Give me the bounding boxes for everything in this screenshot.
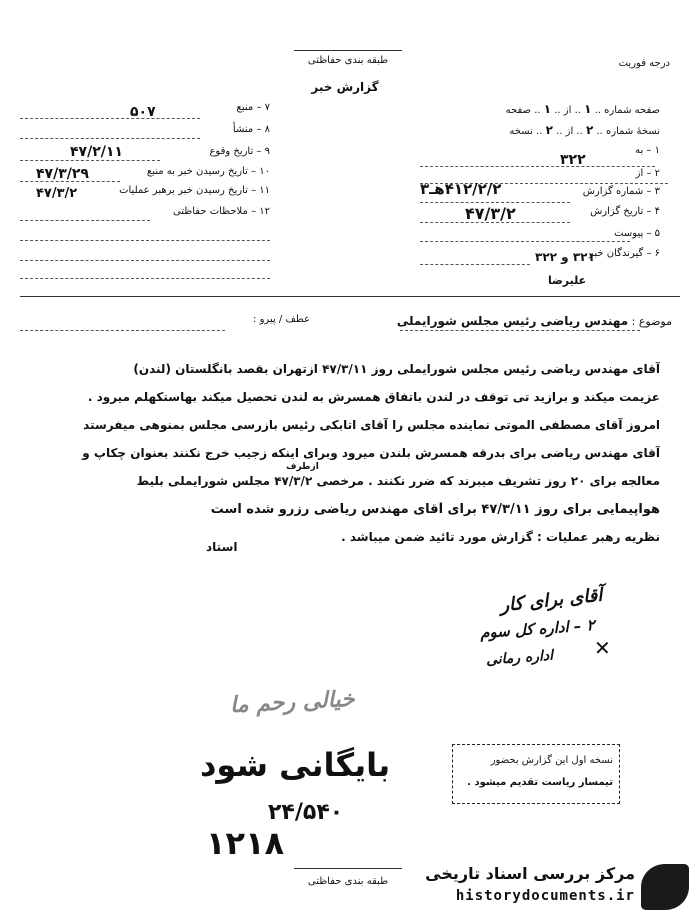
classification-top-line bbox=[294, 50, 402, 51]
report-number-value: ۴۱۲/۲/۲هـ۳ bbox=[420, 180, 502, 198]
header-divider bbox=[20, 296, 680, 297]
blank-line-1 bbox=[20, 240, 270, 241]
recipients-field: ۶ – گیرندگان خبر bbox=[588, 248, 660, 259]
report-date-line bbox=[420, 222, 570, 223]
body-line-7: نظریه رهبر عملیات : گزارش مورد تائید ضمن میباشد . bbox=[341, 530, 660, 544]
to-field: ۱ – به bbox=[635, 145, 660, 156]
handwritten-note-3: اداره رمانی bbox=[485, 647, 554, 669]
event-date-value: ۴۷/۲/۱۱ bbox=[70, 144, 123, 160]
body-margin-note: ازطرف bbox=[286, 462, 319, 472]
attachment-line bbox=[420, 241, 630, 242]
body-line-2: عزیمت میکند و برازید تی توقف در لندن باتفاق همسرش به لندن تحصیل میکند بهاستکهلم میرود . bbox=[87, 390, 660, 404]
classification-bottom: طبقه بندی حفاظتی bbox=[307, 876, 389, 887]
stamp-line-2: تیمسار ریاست تقدیم میشود . bbox=[467, 777, 613, 788]
file-number: ۱۲۱۸ bbox=[206, 824, 285, 862]
archive-note: بایگانی شود bbox=[200, 746, 391, 784]
from-field: ۲ – از bbox=[635, 168, 660, 179]
source-field: ۷ – منبع bbox=[236, 102, 270, 113]
body-end-mark: استاد bbox=[206, 540, 238, 554]
source-value: ۵۰۷ bbox=[130, 104, 156, 120]
classification-bottom-line bbox=[294, 868, 402, 869]
source-line bbox=[20, 118, 200, 119]
report-title: گزارش خبر bbox=[311, 80, 379, 94]
urgency-label: درجه فوریت bbox=[618, 58, 670, 69]
to-value: ۳۲۲ bbox=[560, 152, 586, 168]
classification-top: طبقه بندی حفاظتی bbox=[307, 55, 389, 66]
org-url: historydocuments.ir bbox=[455, 888, 635, 904]
stamp-box bbox=[452, 744, 620, 804]
source-received-date-value: ۴۷/۳/۲۹ bbox=[36, 166, 89, 182]
source-received-date-field: ۱۰ – تاریخ رسیدن خبر به منبع bbox=[146, 166, 270, 177]
event-date-field: ۹ – تاریخ وقوع bbox=[209, 146, 270, 157]
handwritten-note-2: ۲ – اداره کل سوم bbox=[479, 616, 596, 642]
copy-number-field: نسخهٔ شماره .. ۲ .. از .. ۲ .. نسخه bbox=[509, 123, 660, 137]
ops-received-date-field: ۱۱ – تاریخ رسیدن خبر برهبر عملیات bbox=[119, 185, 270, 196]
stamp-line-1: نسخه اول این گزارش بحضور bbox=[490, 755, 613, 766]
recipients-line bbox=[420, 264, 530, 265]
blank-line-2 bbox=[20, 260, 270, 261]
report-number-line bbox=[420, 202, 570, 203]
source-received-date-line bbox=[20, 181, 120, 182]
subject-underline bbox=[400, 330, 640, 331]
logo-icon bbox=[641, 864, 689, 910]
cross-mark-icon: ✕ bbox=[594, 636, 611, 660]
org-name: مرکز بررسی اسناد تاریخی bbox=[425, 864, 635, 883]
body-line-4: آقای مهندس ریاضی برای بدرقه همسرش بلندن میرود وبرای اینکه زجیب خرج نکنند بعنوان چکاپ و bbox=[82, 446, 660, 460]
report-date-value: ۴۷/۳/۲ bbox=[465, 204, 516, 223]
watermark-logo bbox=[425, 858, 695, 914]
event-date-line bbox=[20, 160, 160, 161]
ops-received-date-value: ۴۷/۳/۲ bbox=[36, 186, 78, 201]
body-line-6: هواپیمایی برای روز ۴۷/۳/۱۱ برای آقای مهندس ریاضی رزرو شده است bbox=[210, 502, 660, 517]
reference-line bbox=[20, 330, 225, 331]
recipients-value: ۳۲۱ و ۳۲۲ bbox=[535, 250, 595, 264]
subject-line: موضوع : مهندس ریاضی رئیس مجلس شورایملی bbox=[396, 314, 672, 328]
handwritten-note-1: آقای برای کار bbox=[499, 584, 604, 617]
handwritten-initial: علیرضا bbox=[548, 274, 587, 287]
reference-label: عطف / پیرو : bbox=[253, 314, 310, 325]
origin-line bbox=[20, 138, 200, 139]
body-line-3: امروز آقای مصطفی الموتی نماینده مجلس را آقای اتابکی رئیس بازرسی مجلس بمنوهی میفرستد bbox=[83, 418, 660, 432]
handwritten-pencil-note: خیالی رحم ما bbox=[229, 686, 356, 719]
attachment-field: ۵ – پیوست bbox=[614, 228, 660, 239]
to-line bbox=[420, 166, 655, 167]
body-line-1: آقای مهندس ریاضی رئیس مجلس شورایملی روز ۴۷/۳/۱۱ ازتهران بقصد بانگلستان (لندن) bbox=[133, 362, 660, 376]
origin-field: ۸ – منشأ bbox=[232, 124, 270, 135]
security-notes-field: ۱۲ – ملاحظات حفاظتی bbox=[172, 206, 270, 217]
body-line-5: معالجه برای ۲۰ روز تشریف میبرند که ضرر نکنند . مرخصی ۴۷/۳/۲ مجلس شورایملی بلیط bbox=[136, 474, 660, 488]
report-date-field: ۴ – تاریخ گزارش bbox=[590, 206, 660, 217]
page-number-field: صفحه شماره .. ۱ .. از .. ۱ .. صفحه bbox=[505, 102, 660, 116]
archive-number: ۲۴/۵۴۰ bbox=[268, 800, 344, 825]
blank-line-3 bbox=[20, 278, 270, 279]
report-number-field: ۳ – شماره گزارش bbox=[582, 186, 660, 197]
security-notes-line bbox=[20, 220, 150, 221]
